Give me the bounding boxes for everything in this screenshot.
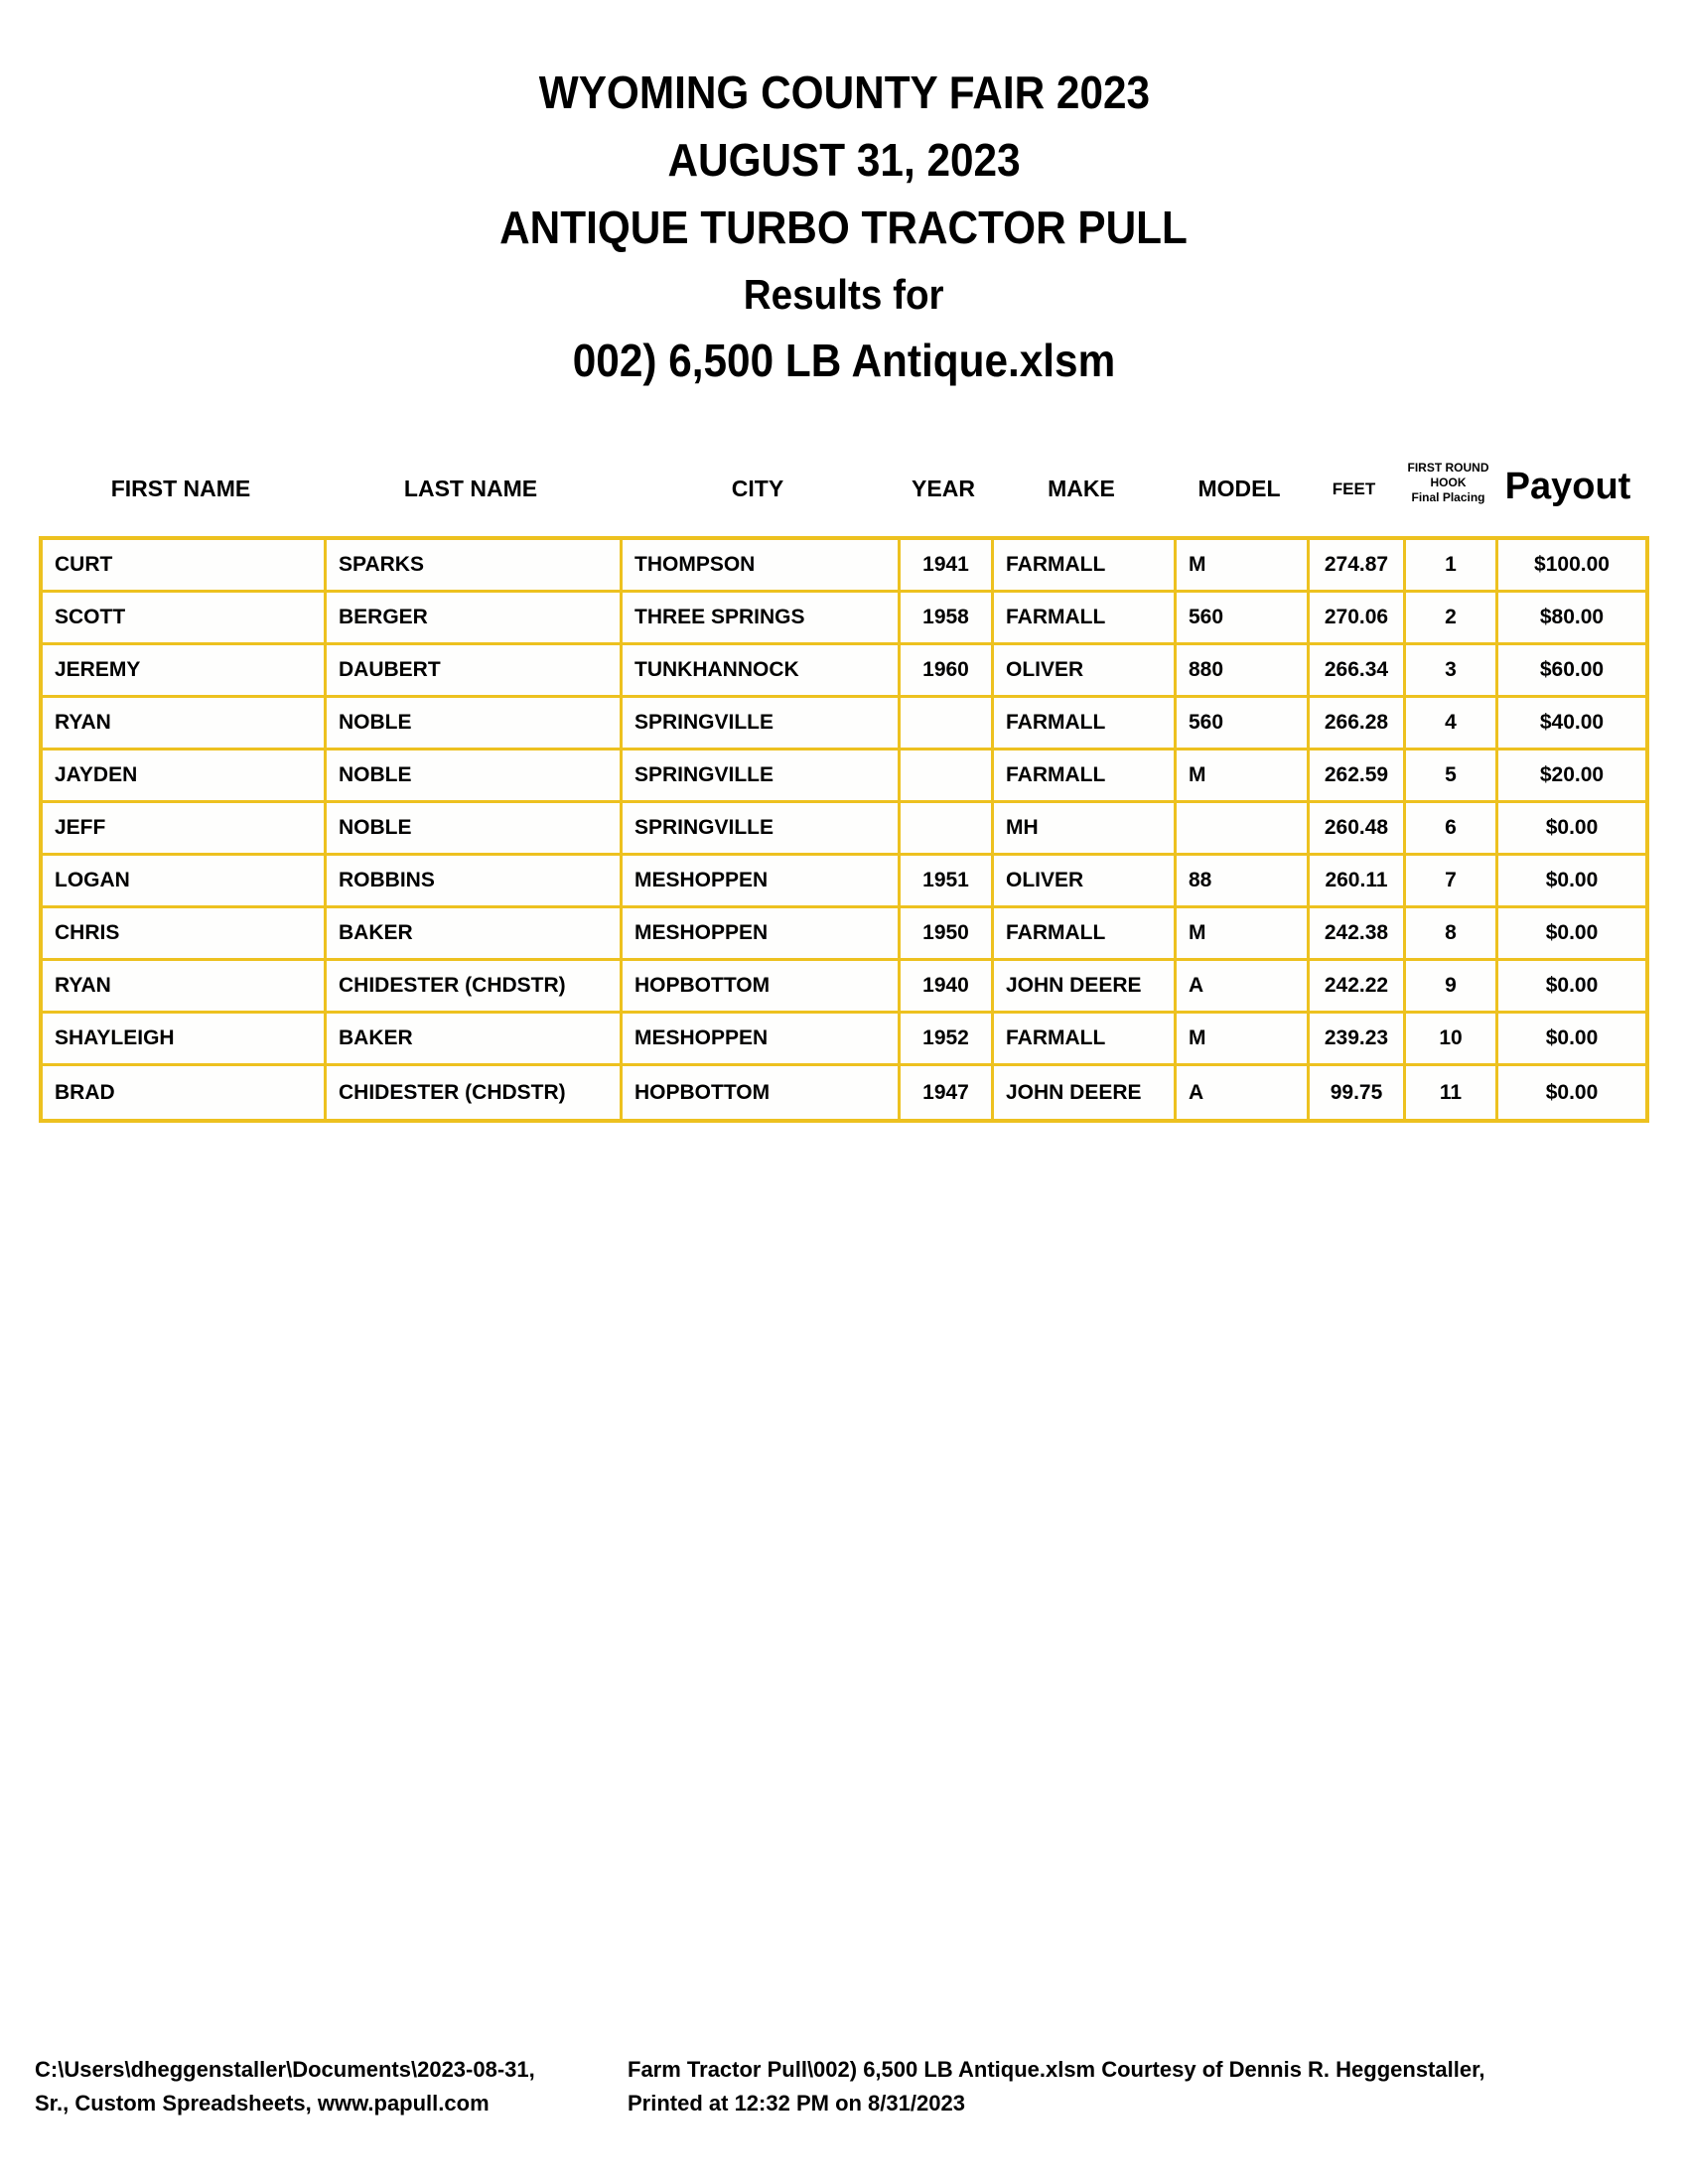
cell-city: MESHOPPEN xyxy=(623,856,901,908)
cell-feet: 274.87 xyxy=(1310,540,1406,593)
cell-feet: 99.75 xyxy=(1310,1066,1406,1119)
cell-first-name: SCOTT xyxy=(43,593,327,645)
cell-feet: 270.06 xyxy=(1310,593,1406,645)
cell-first-name: CHRIS xyxy=(43,908,327,961)
cell-feet: 242.38 xyxy=(1310,908,1406,961)
title-results-for-text: Results for xyxy=(744,271,944,318)
cell-model: M xyxy=(1177,751,1310,803)
footer-printed-text: Printed at 12:32 PM on 8/31/2023 xyxy=(628,2091,965,2116)
cell-make: JOHN DEERE xyxy=(994,961,1177,1014)
cell-first-name: JAYDEN xyxy=(43,751,327,803)
column-header-feet: FEET xyxy=(1332,479,1376,498)
cell-last-name: NOBLE xyxy=(327,803,623,856)
title-date xyxy=(0,126,1688,194)
cell-first-name: JEFF xyxy=(43,803,327,856)
cell-year: 1960 xyxy=(901,645,994,698)
column-header-hook-line3: Final Placing xyxy=(1411,490,1485,504)
title-results-for xyxy=(0,261,1688,329)
cell-city: SPRINGVILLE xyxy=(623,751,901,803)
cell-year xyxy=(901,698,994,751)
title-class-text: ANTIQUE TURBO TRACTOR PULL xyxy=(499,202,1189,253)
cell-make: JOHN DEERE xyxy=(994,1066,1177,1119)
cell-payout: $60.00 xyxy=(1498,645,1645,698)
cell-make: OLIVER xyxy=(994,645,1177,698)
cell-hook: 6 xyxy=(1406,803,1498,856)
cell-payout: $100.00 xyxy=(1498,540,1645,593)
cell-year: 1940 xyxy=(901,961,994,1014)
cell-hook: 8 xyxy=(1406,908,1498,961)
cell-feet: 242.22 xyxy=(1310,961,1406,1014)
cell-model: 88 xyxy=(1177,856,1310,908)
cell-hook: 9 xyxy=(1406,961,1498,1014)
cell-payout: $40.00 xyxy=(1498,698,1645,751)
cell-city: THOMPSON xyxy=(623,540,901,593)
cell-hook: 11 xyxy=(1406,1066,1498,1119)
cell-make: MH xyxy=(994,803,1177,856)
cell-last-name: DAUBERT xyxy=(327,645,623,698)
cell-payout: $0.00 xyxy=(1498,803,1645,856)
cell-make: FARMALL xyxy=(994,908,1177,961)
cell-last-name: BERGER xyxy=(327,593,623,645)
column-header-hook xyxy=(1402,437,1494,508)
cell-payout: $0.00 xyxy=(1545,1080,1599,1104)
cell-first-name: LOGAN xyxy=(43,856,327,908)
cell-year xyxy=(901,803,994,856)
footer-line-1 xyxy=(0,2057,1688,2091)
cell-payout: $0.00 xyxy=(1498,908,1645,961)
title-class xyxy=(0,194,1688,261)
cell-first-name: BRAD xyxy=(43,1066,327,1119)
cell-year xyxy=(901,751,994,803)
cell-feet: 260.11 xyxy=(1310,856,1406,908)
cell-model: A xyxy=(1177,961,1310,1014)
cell-last-name: ROBBINS xyxy=(327,856,623,908)
footer-file-credit-text: Farm Tractor Pull\002) 6,500 LB Antique.xlsm Courtesy of Dennis R. Heggenstaller, xyxy=(628,2057,1485,2082)
cell-hook: 3 xyxy=(1406,645,1498,698)
title-filename-text: 002) 6,500 LB Antique.xlsm xyxy=(572,335,1116,386)
column-header-hook-line2: HOOK xyxy=(1430,476,1467,489)
cell-city: SPRINGVILLE xyxy=(623,803,901,856)
cell-year: 1947 xyxy=(901,1066,994,1119)
cell-feet: 239.23 xyxy=(1310,1014,1406,1066)
cell-city: THREE SPRINGS xyxy=(623,593,901,645)
title-event xyxy=(0,59,1688,126)
cell-model: M xyxy=(1177,908,1310,961)
column-header-last-name: LAST NAME xyxy=(403,476,538,501)
cell-model: A xyxy=(1177,1066,1310,1119)
cell-last-name: BAKER xyxy=(327,908,623,961)
cell-payout: $0.00 xyxy=(1498,1014,1645,1066)
cell-year: 1952 xyxy=(901,1014,994,1066)
title-date-text: AUGUST 31, 2023 xyxy=(667,134,1021,186)
column-header-year: YEAR xyxy=(912,476,975,501)
cell-make: FARMALL xyxy=(994,1014,1177,1066)
cell-payout: $0.00 xyxy=(1498,856,1645,908)
column-header-hook-line1: FIRST ROUND xyxy=(1407,461,1489,475)
cell-feet: 266.34 xyxy=(1310,645,1406,698)
column-header-first-name: FIRST NAME xyxy=(110,476,251,501)
cell-first-name: RYAN xyxy=(43,961,327,1014)
cell-model: 560 xyxy=(1177,698,1310,751)
cell-last-name: CHIDESTER (CHDSTR) xyxy=(327,961,623,1014)
cell-hook: 4 xyxy=(1406,698,1498,751)
cell-city: TUNKHANNOCK xyxy=(623,645,901,698)
cell-city: MESHOPPEN xyxy=(623,1014,901,1066)
cell-last-name: BAKER xyxy=(327,1014,623,1066)
cell-model: M xyxy=(1177,540,1310,593)
footer-credit-text: Sr., Custom Spreadsheets, www.papull.com xyxy=(35,2091,490,2116)
cell-city: HOPBOTTOM xyxy=(623,1066,901,1119)
cell-hook: 1 xyxy=(1406,540,1498,593)
cell-city: SPRINGVILLE xyxy=(623,698,901,751)
cell-payout: $20.00 xyxy=(1498,751,1645,803)
cell-year: 1950 xyxy=(901,908,994,961)
cell-last-name: NOBLE xyxy=(327,751,623,803)
cell-hook: 2 xyxy=(1406,593,1498,645)
cell-year: 1958 xyxy=(901,593,994,645)
cell-make: FARMALL xyxy=(994,751,1177,803)
cell-feet: 266.28 xyxy=(1310,698,1406,751)
column-header-model: MODEL xyxy=(1197,476,1281,501)
cell-last-name: SPARKS xyxy=(327,540,623,593)
title-filename xyxy=(0,327,1688,394)
cell-model: 560 xyxy=(1177,593,1310,645)
cell-hook: 5 xyxy=(1406,751,1498,803)
cell-make: OLIVER xyxy=(994,856,1177,908)
cell-first-name: CURT xyxy=(43,540,327,593)
column-header-payout: Payout xyxy=(1504,466,1631,507)
cell-payout: $80.00 xyxy=(1498,593,1645,645)
cell-model xyxy=(1177,803,1310,856)
cell-model: 880 xyxy=(1177,645,1310,698)
cell-city: MESHOPPEN xyxy=(623,908,901,961)
cell-hook: 10 xyxy=(1406,1014,1498,1066)
cell-first-name: RYAN xyxy=(43,698,327,751)
cell-last-name: NOBLE xyxy=(327,698,623,751)
cell-first-name: SHAYLEIGH xyxy=(43,1014,327,1066)
cell-city: HOPBOTTOM xyxy=(623,961,901,1014)
cell-hook: 7 xyxy=(1406,856,1498,908)
footer-line-2 xyxy=(0,2091,1688,2124)
cell-feet: 260.48 xyxy=(1310,803,1406,856)
cell-make: FARMALL xyxy=(994,698,1177,751)
table-header-row xyxy=(39,437,1641,508)
cell-make: FARMALL xyxy=(994,593,1177,645)
cell-last-name: CHIDESTER (CHDSTR) xyxy=(327,1066,623,1119)
column-header-city: CITY xyxy=(731,476,784,501)
cell-year: 1941 xyxy=(901,540,994,593)
cell-year: 1951 xyxy=(901,856,994,908)
title-event-text: WYOMING COUNTY FAIR 2023 xyxy=(538,67,1150,118)
cell-feet: 262.59 xyxy=(1310,751,1406,803)
cell-model: M xyxy=(1177,1014,1310,1066)
cell-first-name: JEREMY xyxy=(43,645,327,698)
results-table xyxy=(39,536,1649,1123)
cell-payout: $0.00 xyxy=(1498,961,1645,1014)
footer-path-text: C:\Users\dheggenstaller\Documents\2023-08-31, xyxy=(35,2057,535,2082)
column-header-make: MAKE xyxy=(1048,476,1115,501)
cell-make: FARMALL xyxy=(994,540,1177,593)
